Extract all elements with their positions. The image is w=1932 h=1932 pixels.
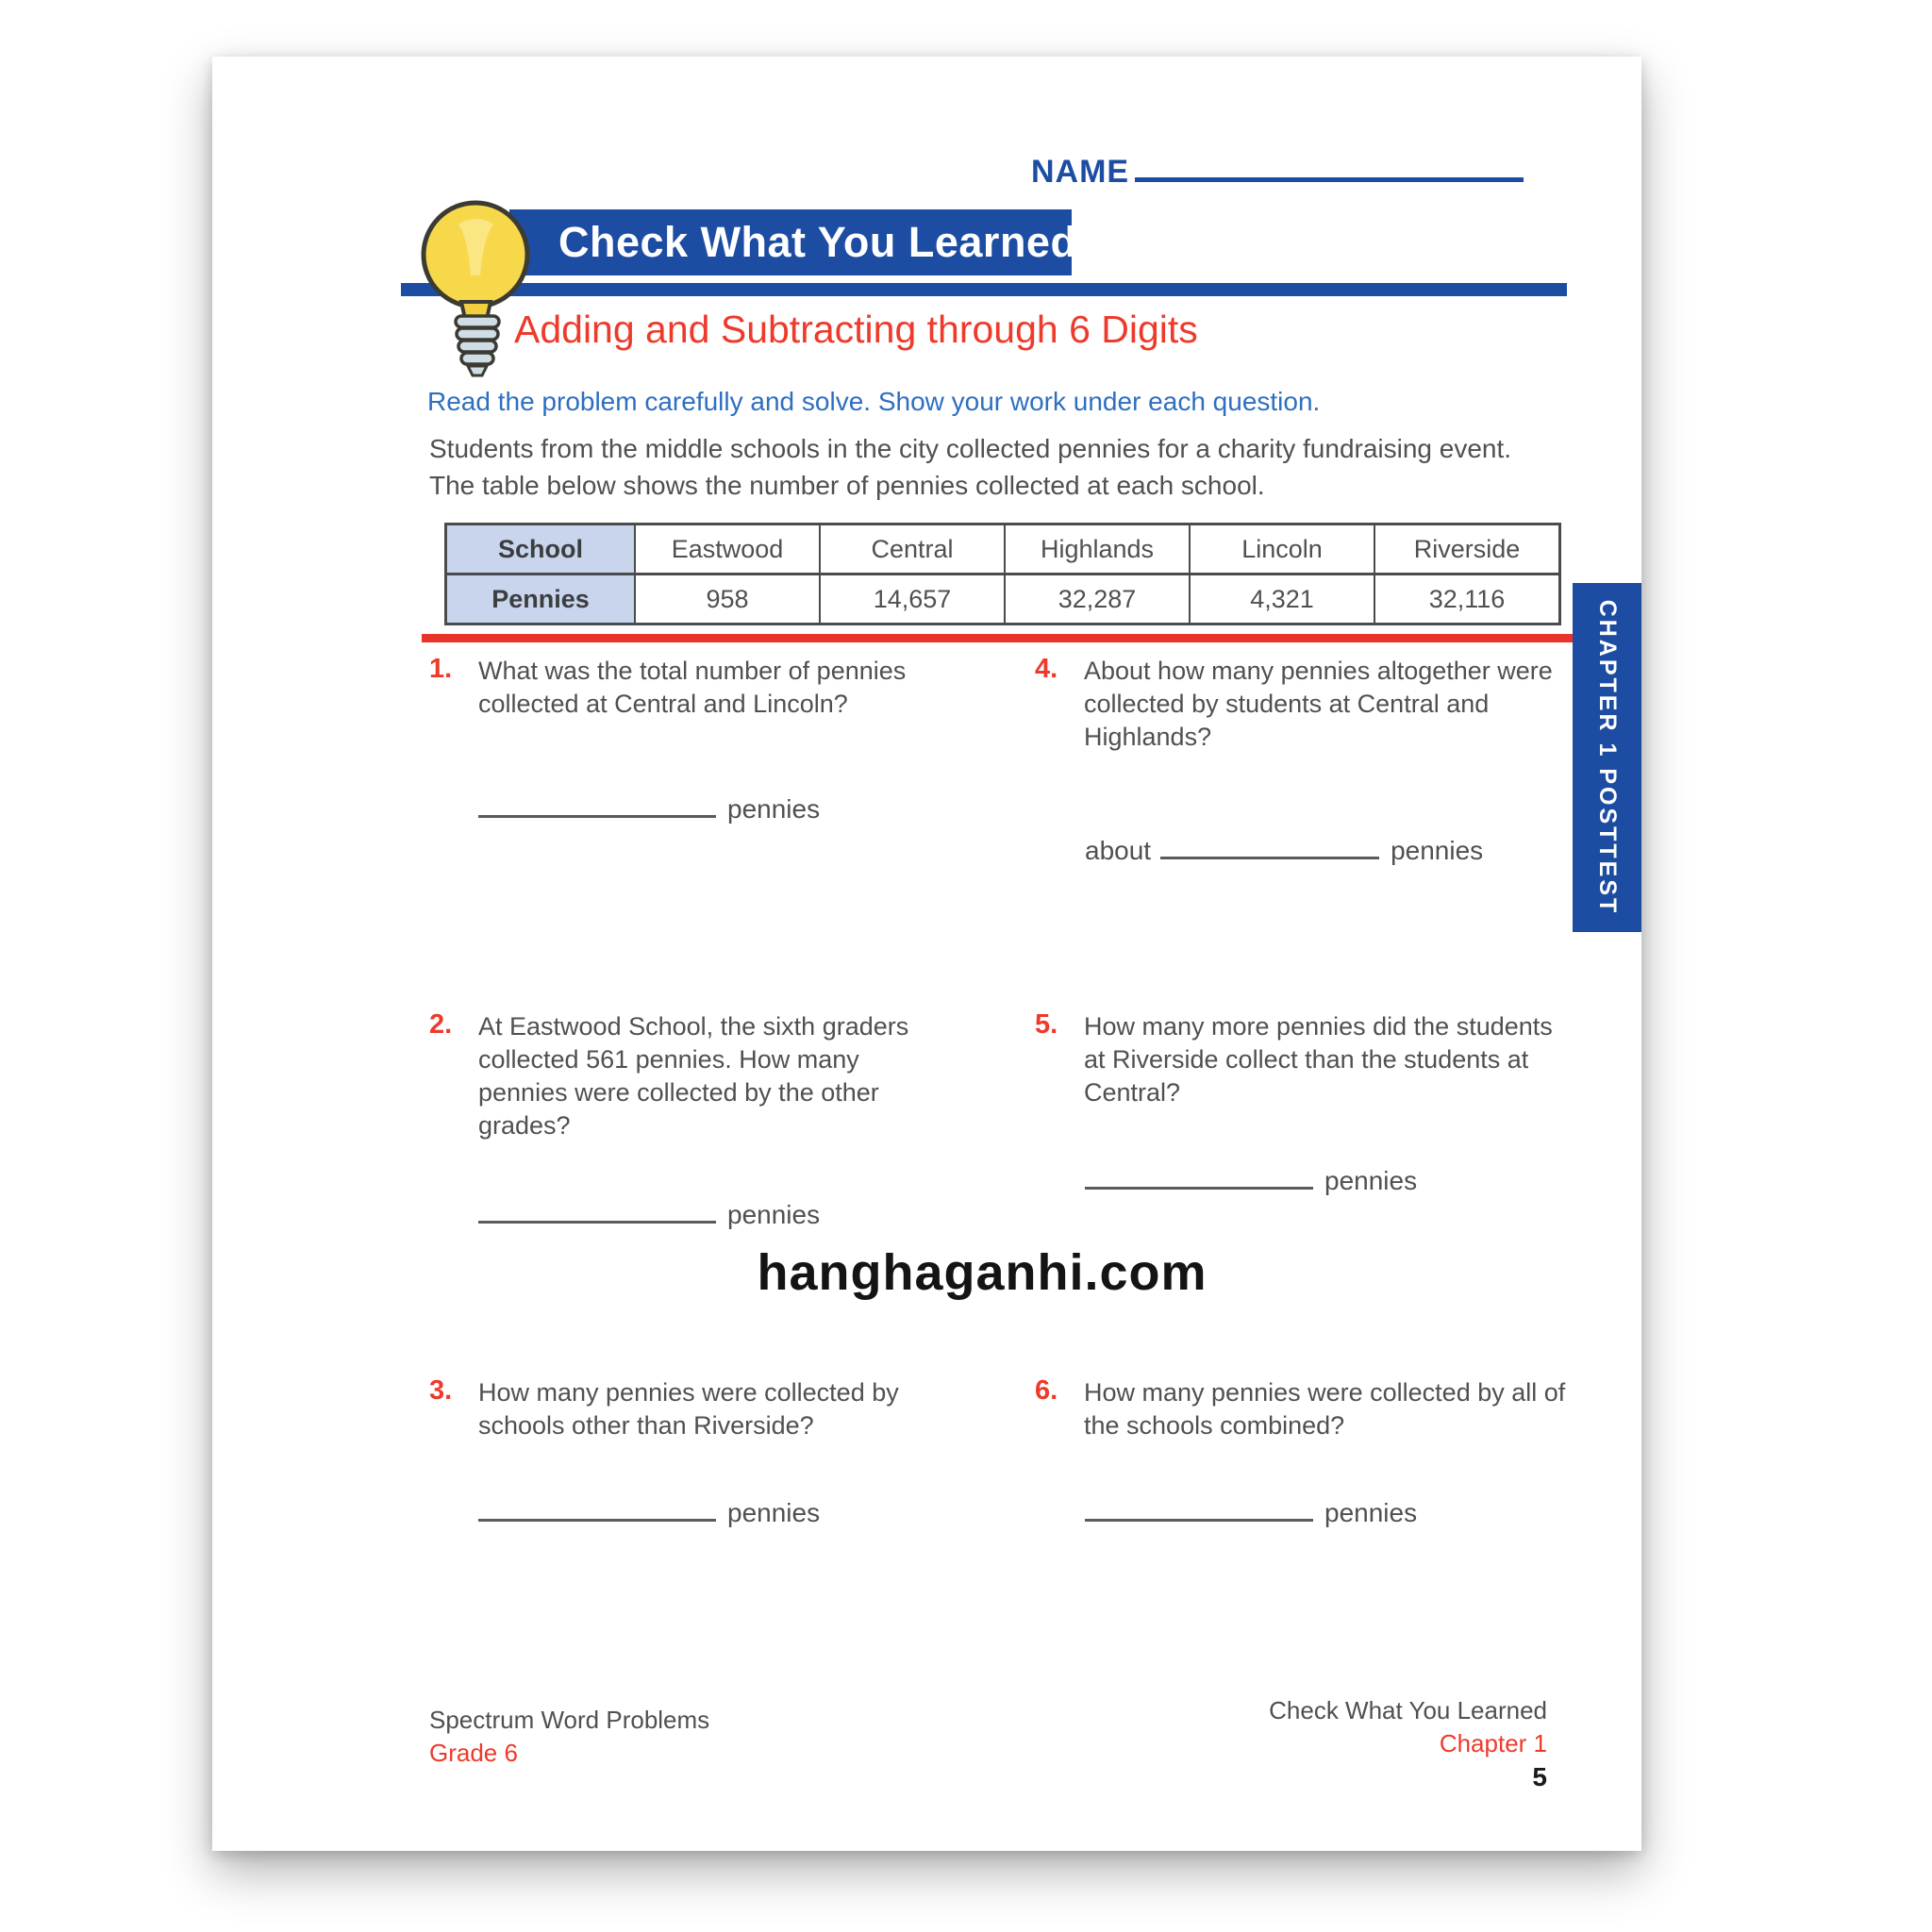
pennies-cell: 958	[635, 575, 820, 625]
answer-blank[interactable]	[478, 1196, 716, 1224]
question-number: 3.	[429, 1375, 453, 1406]
question-text: How many more pennies did the students at Riverside collect than the students at Central?	[1084, 1012, 1553, 1107]
answer-suffix: pennies	[727, 1498, 821, 1527]
watermark-text: hanghaganhi.com	[757, 1244, 1208, 1301]
banner	[509, 209, 1077, 275]
answer-suffix: pennies	[1391, 836, 1484, 865]
school-cell: Riverside	[1374, 525, 1560, 575]
intro-paragraph	[429, 430, 1511, 504]
answer-row-3	[478, 1494, 820, 1528]
answer-row-4	[1085, 832, 1483, 866]
school-cell: Eastwood	[635, 525, 820, 575]
page-number: 5	[1532, 1762, 1547, 1791]
lesson-subtitle: Adding and Subtracting through 6 Digits	[514, 308, 1198, 351]
answer-suffix: pennies	[727, 794, 821, 824]
school-cell: Central	[820, 525, 1005, 575]
footer-book-title: Spectrum Word Problems	[429, 1706, 710, 1734]
school-cell: Lincoln	[1190, 525, 1374, 575]
question-text: What was the total number of pennies collected at Central and Lincoln?	[478, 657, 907, 718]
lightbulb-icon	[416, 196, 550, 381]
footer-section-title: Check What You Learned	[1269, 1696, 1547, 1724]
question-number: 4.	[1035, 654, 1058, 684]
table-row-schools	[446, 525, 1560, 575]
table-header-school: School	[446, 525, 636, 575]
school-cell: Highlands	[1005, 525, 1190, 575]
table-row-pennies	[446, 575, 1560, 625]
footer-right	[1075, 1694, 1547, 1793]
answer-blank[interactable]	[1085, 1494, 1313, 1522]
footer-chapter: Chapter 1	[1439, 1729, 1547, 1757]
pennies-table	[444, 523, 1561, 625]
question-number: 1.	[429, 654, 453, 684]
answer-row-1	[478, 791, 820, 824]
answer-blank[interactable]	[478, 791, 716, 818]
section-divider	[422, 634, 1573, 642]
pennies-cell: 32,116	[1374, 575, 1560, 625]
question-number: 5.	[1035, 1009, 1058, 1040]
question-number: 2.	[429, 1009, 453, 1040]
question-text: How many pennies were collected by all of the schools combined?	[1084, 1378, 1566, 1440]
intro-line-2: The table below shows the number of pennies collected at each school.	[429, 471, 1265, 500]
pennies-cell: 4,321	[1190, 575, 1374, 625]
answer-blank[interactable]	[478, 1494, 716, 1522]
banner-underline-rule	[401, 283, 1567, 296]
answer-row-2	[478, 1196, 820, 1230]
answer-row-6	[1085, 1494, 1417, 1528]
chapter-tab-label: CHAPTER 1 POSTTEST	[1594, 599, 1621, 916]
footer-grade: Grade 6	[429, 1739, 518, 1767]
pennies-cell: 32,287	[1005, 575, 1190, 625]
banner-title: Check What You Learned	[558, 218, 1077, 266]
intro-line-1: Students from the middle schools in the city collected pennies for a charity fundraising event.	[429, 434, 1512, 463]
answer-prefix: about	[1085, 836, 1152, 865]
name-blank-line[interactable]	[1135, 149, 1524, 182]
question-text: About how many pennies altogether were collected by students at Central and Highlands?	[1084, 657, 1553, 751]
question-text: At Eastwood School, the sixth graders collected 561 pennies. How many pennies were collected by the other grades?	[478, 1012, 909, 1140]
question-text: How many pennies were collected by schools other than Riverside?	[478, 1378, 899, 1440]
question-number: 6.	[1035, 1375, 1058, 1406]
instruction-text: Read the problem carefully and solve. Show your work under each question.	[427, 387, 1321, 416]
answer-suffix: pennies	[1324, 1498, 1418, 1527]
pennies-cell: 14,657	[820, 575, 1005, 625]
footer-left	[429, 1704, 709, 1770]
chapter-posttest-tab	[1573, 583, 1641, 932]
worksheet-page	[212, 57, 1641, 1851]
table-header-pennies: Pennies	[446, 575, 636, 625]
answer-blank[interactable]	[1085, 1162, 1313, 1190]
answer-blank[interactable]	[1160, 832, 1379, 859]
name-label: NAME	[1031, 154, 1130, 190]
answer-suffix: pennies	[727, 1200, 821, 1229]
name-row	[1031, 149, 1524, 191]
answer-row-5	[1085, 1162, 1417, 1196]
answer-suffix: pennies	[1324, 1166, 1418, 1195]
